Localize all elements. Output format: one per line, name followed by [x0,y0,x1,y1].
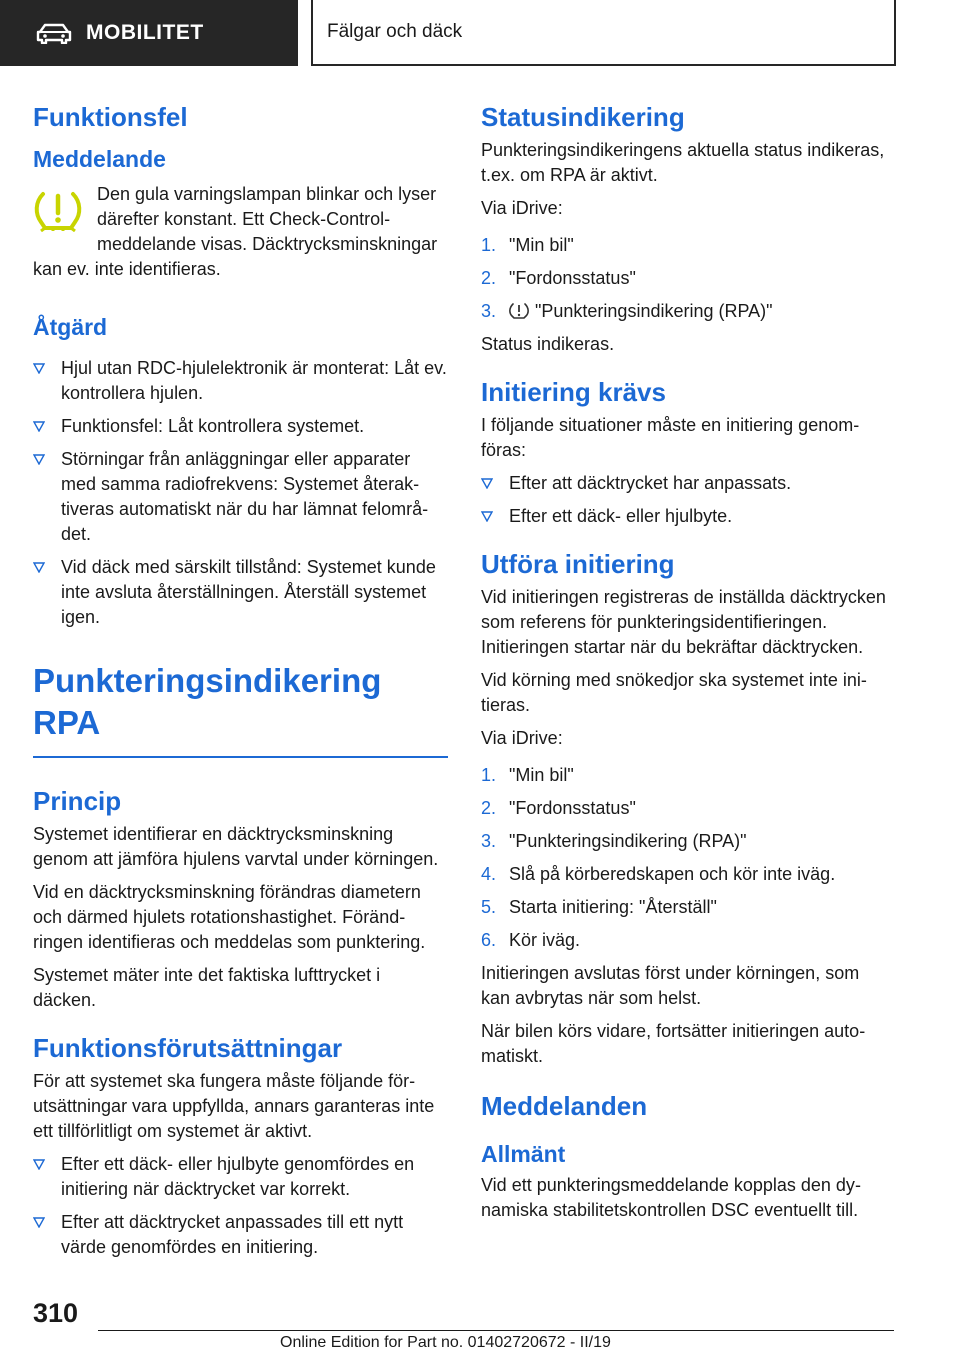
list-item: 6. Kör iväg. [481,930,581,950]
chapter-tab [311,0,896,66]
initiering-kravs-paragraph: I följande situationer måste en initiering genomföras: [481,415,860,460]
tire-pressure-warning-icon [33,188,83,232]
list-item: Efter ett däck- eller hjulbyte. [481,504,891,529]
princip-paragraph-2: Vid en däcktrycksminskning förändras diametern och därmed hjulets rotationshastighet. Förändringen identifieras och meddelas som punktering. [33,882,426,952]
list-item: Efter att däcktrycket anpassades till ett nytt värde genomfördes en initiering. [33,1210,448,1260]
meddelande-text: Den gula varningslampan blinkar och lyser därefter konstant. Ett Check-Control-meddelande visas. Däcktrycksminskningar kan ev. inte identifieras. [33,184,438,279]
left-column [33,100,448,1268]
status-result: Status indikeras. [481,334,615,354]
status-steps [481,233,891,324]
edition-text: Online Edition for Part no. 01402720672 - II/19 [280,1334,611,1351]
page-number: 310 [33,1298,79,1328]
utfora-paragraph-2: Vid körning med snökedjor ska systemet inte initieras. [481,670,867,715]
status-paragraph: Punkteringsindikeringens aktuella status indikeras, t.ex. om RPA är aktivt. [481,140,885,185]
chapter-label: Fälgar och däck [327,21,463,42]
list-item: 2. "Fordonsstatus" [481,798,636,818]
utfora-paragraph-1: Vid initieringen registreras de inställda däcktrycken som referens för punkteringsidentifieringen. Initieringen startar när du bekräftar däcktrycken. [481,587,886,657]
list-item: Funktionsfel: Låt kontrollera systemet. [33,414,448,439]
list-item: 3. "Punkteringsindikering (RPA)" [481,831,747,851]
statusindikering-heading: Statusindikering [481,102,685,132]
list-item: 3. "Punkteringsindikering (RPA)" [481,301,773,321]
initiering-kravs-list [481,471,891,529]
tire-pressure-icon [509,302,529,320]
allmant-paragraph: Vid ett punkteringsmeddelande kopplas den dynamiska stabilitetskontrollen DSC eventuellt till. [481,1175,861,1220]
list-item: 5. Starta initiering: "Återställ" [481,897,717,917]
princip-heading: Princip [33,786,122,816]
list-item: 4. Slå på körberedskapen och kör inte iväg. [481,864,836,884]
triangle-bullet-icon [33,1159,45,1170]
atgard-list [33,356,448,630]
triangle-bullet-icon [33,454,45,465]
princip-paragraph-3: Systemet mäter inte det faktiska lufttrycket i däcken. [33,965,381,1010]
utfora-paragraph-3: Initieringen avslutas först under körningen, som kan avbrytas när som helst. [481,963,860,1008]
princip-paragraph-1: Systemet identifierar en däcktrycksminskning genom att jämföra hjulens varvtal under körningen. [33,824,439,869]
list-item: 1. "Min bil" [481,235,574,255]
list-item: Efter ett däck- eller hjulbyte genomfördes en initiering när däcktrycket var korrekt. [33,1152,448,1202]
meddelande-block [33,182,448,282]
section-tab [0,0,298,66]
forutsattningar-heading: Funktionsförutsättningar [33,1033,343,1063]
section-label: MOBILITET [86,21,204,44]
forutsattningar-paragraph: För att systemet ska fungera måste följande förutsättningar vara uppfyllda, annars garanteras inte ett tillförlitligt om systemet är aktivt. [33,1071,435,1141]
funktionsfel-heading: Funktionsfel [33,102,188,132]
footer-divider [98,1330,894,1331]
allmant-heading: Allmänt [481,1141,566,1167]
meddelanden-heading: Meddelanden [481,1091,648,1121]
utfora-initiering-heading: Utföra initiering [481,549,675,579]
triangle-bullet-icon [33,1217,45,1228]
list-item: Hjul utan RDC-hjulelektronik är monterat: Låt ev. kontrollera hjulen. [33,356,448,406]
utfora-paragraph-4: När bilen körs vidare, fortsätter initieringen automatiskt. [481,1021,866,1066]
forutsattningar-list [33,1152,448,1260]
list-item: Vid däck med särskilt tillstånd: Systemet kunde inte avsluta återställningen. Återställ systemet igen. [33,555,448,630]
list-item: 1. "Min bil" [481,765,574,785]
utfora-via: Via iDrive: [481,728,563,748]
status-via: Via iDrive: [481,198,563,218]
triangle-bullet-icon [33,562,45,573]
atgard-heading: Åtgärd [33,314,108,340]
triangle-bullet-icon [33,421,45,432]
list-item: Efter att däcktrycket har anpassats. [481,471,891,496]
car-icon [36,22,72,44]
triangle-bullet-icon [481,511,493,522]
triangle-bullet-icon [33,363,45,374]
list-item: Störningar från anläggningar eller apparater med samma radiofrekvens: Systemet återaktiveras automatiskt när du har lämnat felområdet. [33,447,448,547]
triangle-bullet-icon [481,478,493,489]
list-item: 2. "Fordonsstatus" [481,268,636,288]
utfora-steps [481,763,891,953]
rpa-heading: Punkteringsindikering RPA [33,660,448,758]
initiering-kravs-heading: Initiering krävs [481,377,666,407]
meddelande-heading: Meddelande [33,146,166,172]
right-column [481,100,891,1231]
